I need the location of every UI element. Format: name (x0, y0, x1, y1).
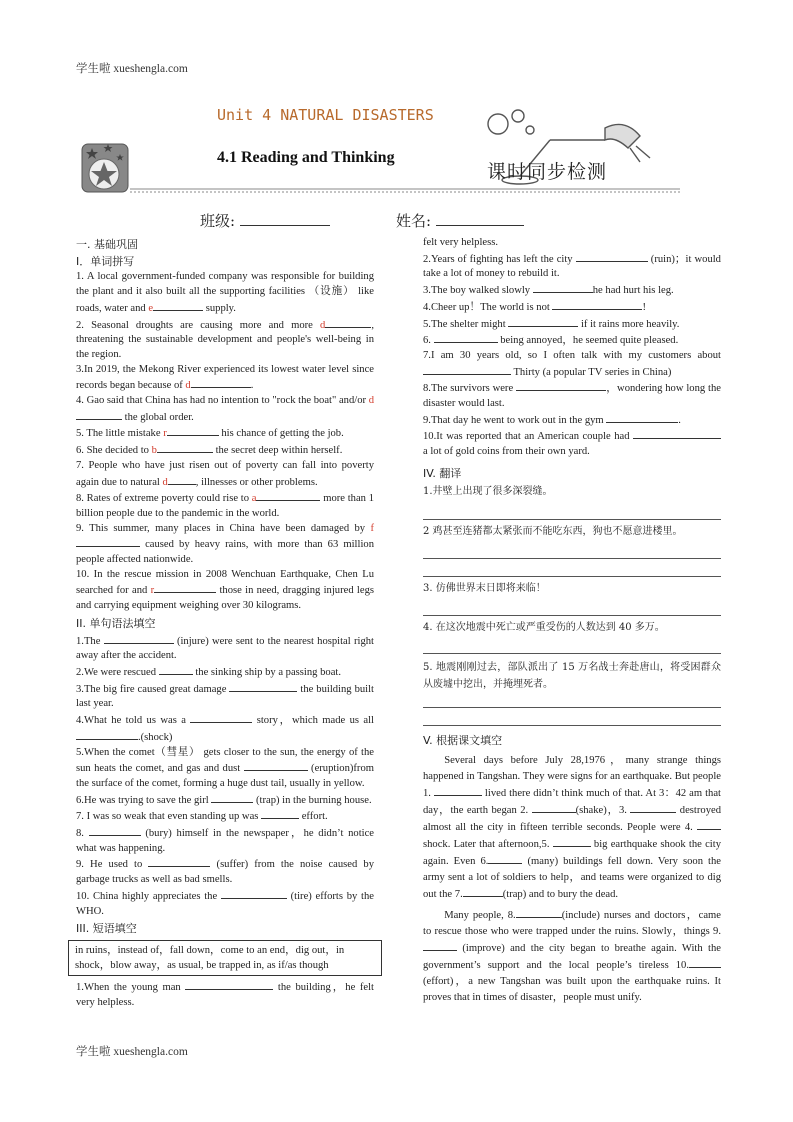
right-column (423, 236, 721, 1006)
s1-item-7: 7. People who have just risen out of poverty can fall into poverty again due to natural d , illnesses or other problems. (76, 459, 374, 488)
s3-item-10: 10.It was reported that an American couple had a lot of gold coins from their own yard. (423, 428, 721, 459)
blank[interactable] (261, 808, 299, 819)
blank[interactable] (633, 428, 721, 439)
section1-sub: I．单词拼写 (76, 254, 135, 268)
class-field (200, 210, 330, 231)
s2-item-7: 7. I was so weak that even standing up was effort. (76, 808, 374, 825)
s2-item-3: 3.The big fire caused great damage the building built last year. (76, 681, 374, 712)
s3-item-2: 2.Years of fighting has left the city (ruin)；it would take a lot of money to rebuild it. (423, 251, 721, 282)
blank[interactable] (256, 490, 320, 501)
blank[interactable] (423, 940, 457, 951)
blank[interactable] (532, 802, 576, 813)
s1-item-2: 2. Seasonal droughts are causing more and more d , threatening the sustainable development and people's well-being in the region. (76, 317, 374, 363)
blank[interactable] (168, 474, 196, 485)
name-label: 姓名: (396, 212, 432, 230)
watermark-bottom: 学生啦 xueshengla.com (76, 1046, 188, 1058)
left-column (76, 236, 374, 1010)
blank[interactable] (154, 582, 216, 593)
s3-item-1: 1.When the young man the building，he felt very helpless. (76, 979, 374, 1010)
answer-line[interactable] (423, 564, 721, 577)
blank[interactable] (153, 300, 203, 311)
name-field (396, 210, 524, 231)
answer-line[interactable] (423, 695, 721, 708)
s1-item-10: 10. In the rescue mission in 2008 Wenchuan Earthquake, Chen Lu searched for and r those in need, dragging injured legs and carrying equipment weighing over 30 kilograms. (76, 568, 374, 612)
blank[interactable] (167, 425, 219, 436)
s1-item-5: 5. The little mistake r his chance of getting the job. (76, 425, 374, 442)
blank[interactable] (463, 886, 503, 897)
s2-item-10: 10. China highly appreciates the (tire) efforts by the WHO. (76, 888, 374, 919)
phrase-box: in ruins，instead of，fall down，come to an end，dig out，in shock，blow away，as usual, be trapped in, as if/as though (68, 940, 382, 976)
star-badge-icon (82, 144, 128, 192)
s3-item-3: 3.The boy walked slowly he had hurt his leg. (423, 282, 721, 299)
s1-item-6: 6. She decided to b the secret deep within herself. (76, 442, 374, 459)
s3-item-6: 6. being annoyed，he seemed quite pleased. (423, 332, 721, 349)
blank[interactable] (697, 819, 721, 830)
s2-item-8: 8. (bury) himself in the newspaper，he didn’t notice what was happening. (76, 825, 374, 856)
class-label: 班级: (200, 212, 236, 230)
blank[interactable] (89, 825, 141, 836)
blank[interactable] (630, 802, 676, 813)
s1-item-9: 9. This summer, many places in China have been damaged by f caused by heavy rains, with more than 63 million people affected nationwide. (76, 522, 374, 566)
unit-title: Unit 4 NATURAL DISASTERS (217, 106, 434, 124)
watermark-top: 学生啦 xueshengla.com (76, 63, 188, 75)
lesson-title: 4.1 Reading and Thinking (217, 149, 395, 166)
s5-paragraph-2: Many people, 8. (include) nurses and doctors，came to rescue those who were trapped under the ruins. Slowly，things 9. (improve) and the city began to breathe again. With the government’s support and the local people’s tireless 10.(effort)，a new Tangshan was built upon the earthquake ruins. It proves that in times of disaster，people must unify. (423, 907, 721, 1006)
blank[interactable] (434, 785, 482, 796)
blank[interactable] (423, 364, 511, 375)
blank[interactable] (157, 442, 213, 453)
s4-item-2: 2 鸡甚至连猪都太紧张而不能吃东西，狗也不愿意进楼里。 (423, 526, 683, 538)
blank[interactable] (552, 299, 642, 310)
section5-title: V. 根据课文填空 (423, 734, 503, 748)
s1-item-1: 1. A local government-funded company was responsible for building the plant and it also built all the supporting facilities （设施） like roads, water and e supply. (76, 271, 374, 314)
s2-item-5: 5.When the comet（彗星） gets closer to the sun, the energy of the sun heats the comet, and gas and dust (eruption)from the surface of the comet, forming a huge dust tail, usually in yellow. (76, 746, 374, 789)
section3-title: III. 短语填空 (76, 922, 137, 936)
blank[interactable] (190, 712, 252, 723)
blank[interactable] (104, 633, 174, 644)
answer-line[interactable] (423, 546, 721, 559)
section2-title: II. 单句语法填空 (76, 616, 156, 630)
blank[interactable] (606, 412, 678, 423)
blank[interactable] (516, 907, 562, 918)
s2-item-2: 2.We were rescued the sinking ship by a passing boat. (76, 664, 374, 681)
blank[interactable] (76, 409, 122, 420)
blank[interactable] (325, 317, 371, 328)
blank[interactable] (576, 251, 648, 262)
blank[interactable] (76, 729, 138, 740)
answer-line[interactable] (423, 603, 721, 616)
s3-item-9: 9.That day he went to work out in the gym . (423, 412, 721, 429)
s2-item-4: 4.What he told us was a story，which made us all .(shock) (76, 712, 374, 745)
s4-item-5: 5. 地震刚刚过去，部队派出了 15 万名战士奔赴唐山，将受困群众从废墟中挖出，并掩埋死者。 (423, 662, 721, 691)
s3-item-5: 5.The shelter might if it rains more heavily. (423, 316, 721, 333)
blank[interactable] (434, 332, 498, 343)
s2-item-1: 1.The (injure) were sent to the nearest hospital right away after the accident. (76, 633, 374, 664)
s3-item-7: 7.I am 30 years old, so I often talk with my customers about Thirty (a popular TV series in China) (423, 349, 721, 378)
s2-item-9: 9. He used to (suffer) from the noise caused by garbage trucks as well as bad smells. (76, 856, 374, 887)
s1-item-4: 4. Gao said that China has had no intention to "rock the boat" and/or d the global order. (76, 395, 374, 423)
blank[interactable] (508, 316, 578, 327)
s4-item-4: 4. 在这次地震中死亡或严重受伤的人数达到 40 多万。 (423, 621, 665, 633)
blank[interactable] (244, 760, 308, 771)
s4-item-3: 3. 仿佛世界末日即将来临！ (423, 582, 546, 594)
blank[interactable] (553, 836, 591, 847)
s2-item-6: 6.He was trying to save the girl (trap) in the burning house. (76, 792, 374, 809)
blank[interactable] (76, 536, 140, 547)
s3-item-4: 4.Cheer up！The world is not ! (423, 299, 721, 316)
s3-item-8: 8.The survivors were ，wondering how long the disaster would last. (423, 380, 721, 411)
blank[interactable] (211, 792, 253, 803)
blank[interactable] (689, 957, 721, 968)
s4-item-1: 1.井壁上出现了很多深裂缝。 (423, 485, 553, 497)
answer-line[interactable] (423, 641, 721, 654)
blank[interactable] (229, 681, 297, 692)
blank[interactable] (488, 853, 522, 864)
blank[interactable] (191, 377, 251, 388)
answer-line[interactable] (423, 507, 721, 520)
s1-item-3: 3.In 2019, the Mekong River experienced its lowest water level since records began because of d . (76, 363, 374, 392)
class-blank[interactable] (240, 211, 330, 226)
blank[interactable] (221, 888, 287, 899)
blank[interactable] (533, 282, 593, 293)
blank[interactable] (185, 979, 273, 990)
blank[interactable] (148, 856, 210, 867)
banner-text: 课时同步检测 (487, 161, 608, 183)
s3-item-1-cont: felt very helpless. (423, 237, 499, 248)
blank[interactable] (159, 664, 193, 675)
blank[interactable] (516, 380, 606, 391)
name-blank[interactable] (436, 211, 524, 226)
section1-title: 一. 基础巩固 (76, 238, 138, 251)
s5-paragraph-1: Several days before July 28,1976，many strange things happened in Tangshan. They were signs for an earthquake. But people 1. lived there didn’t think much of that. At 3：42 am that day，the earth began 2. (shake)，3. destroyed almost all the city in fifteen terrible seconds. People were 4. shock. Later that afternoon,5. big earthquake shook the city again. Even 6. (many) buildings fell down. Very soon the army sent a lot of soldiers to help，and teams were organized to dig out the 7. (trap) and to bury the dead. (423, 755, 721, 901)
s1-item-8: 8. Rates of extreme poverty could rise to a more than 1 billion people due to the pandemic in the world. (76, 490, 374, 521)
section4-title: IV. 翻译 (423, 466, 462, 480)
answer-line[interactable] (423, 713, 721, 726)
